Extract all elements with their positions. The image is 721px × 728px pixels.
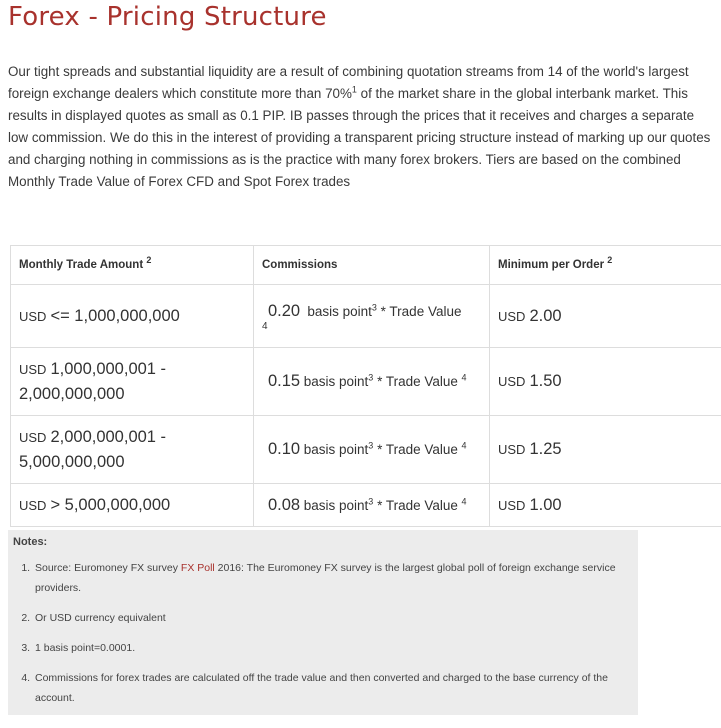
commission-value: 0.10	[268, 440, 301, 458]
minimum-cell	[490, 416, 721, 484]
commission-suffix: * Trade Value	[373, 374, 458, 389]
note-item	[33, 668, 631, 708]
amount-value-line2: 5,000,000,000	[19, 452, 125, 471]
intro-paragraph	[8, 61, 714, 193]
commission-cell	[254, 285, 490, 348]
header-sup: 2	[146, 255, 152, 266]
amount-cell	[11, 348, 254, 416]
amount-currency: USD	[19, 361, 47, 377]
minimum-value: 1.00	[529, 495, 562, 514]
note-item	[33, 638, 631, 658]
minimum-value: 1.25	[529, 440, 562, 458]
commission-cell	[254, 416, 490, 484]
minimum-value: 1.50	[529, 372, 562, 390]
table-row	[11, 484, 721, 527]
commission-sup: 3	[371, 302, 377, 313]
amount-value-line2: 2,000,000,000	[19, 384, 125, 403]
minimum-value: 2.00	[529, 306, 562, 325]
header-sup: 2	[607, 255, 613, 266]
commission-unit: basis point	[303, 374, 369, 389]
amount-value: 2,000,000,001 -	[50, 427, 167, 446]
commission-sup: 3	[368, 372, 374, 383]
commission-cell	[254, 348, 490, 416]
commission-suffix: * Trade Value	[373, 497, 458, 513]
table-row	[11, 348, 721, 416]
intro-text-part1: Our tight spreads and substantial liquidity are a result of combining quotation streams from 14 of the world's largest foreign exchange dealers which constitute more than 70%	[8, 64, 689, 101]
minimum-cell	[490, 348, 721, 416]
minimum-currency: USD	[498, 442, 526, 457]
note-text: 1 basis point=0.0001.	[35, 642, 136, 654]
header-label: Commissions	[262, 259, 338, 271]
header-commissions	[254, 246, 490, 285]
amount-value: <= 1,000,000,000	[50, 306, 180, 325]
pricing-table	[10, 245, 721, 527]
table-row	[11, 416, 721, 484]
note-text: Commissions for forex trades are calculated off the trade value and then converted and charged to the base currency of the account.	[35, 672, 608, 704]
commission-suffix: * Trade Value	[376, 303, 462, 319]
minimum-currency: USD	[498, 497, 526, 513]
intro-text-part2: of the market share in the global interbank market. This results in displayed quotes as small as 0.1 PIP. IB passes through the prices that it receives and charges a separate low commission. We do this in the interest of providing a transparent pricing structure instead of marking up our quotes and charging nothing in commissions as is the practice with many forex brokers. Tiers are based on the combined Monthly Trade Value of Forex CFD and Spot Forex trades	[8, 86, 711, 189]
notes-box	[8, 530, 638, 715]
amount-value: 1,000,000,001 -	[50, 359, 167, 378]
note-text: 2016: The Euromoney FX survey is the largest global poll of foreign exchange service providers.	[35, 562, 616, 594]
notes-list	[8, 558, 631, 708]
amount-currency: USD	[19, 497, 47, 513]
notes-title: Notes:	[13, 536, 48, 548]
note-item	[33, 608, 631, 628]
commission-sup2: 4	[262, 320, 268, 332]
minimum-currency: USD	[498, 374, 526, 389]
commission-sup2: 4	[461, 496, 467, 507]
commission-unit: basis point	[303, 442, 369, 457]
table-header-row	[11, 246, 721, 285]
fx-poll-link[interactable]: FX Poll	[180, 562, 215, 574]
note-item	[33, 558, 631, 598]
commission-value: 0.08	[268, 495, 301, 514]
table-row	[11, 285, 721, 348]
minimum-cell	[490, 285, 721, 348]
header-label: Monthly Trade Amount	[19, 259, 144, 271]
commission-sup: 3	[368, 496, 374, 507]
commission-sup2: 4	[461, 372, 467, 383]
intro-footnote-ref: 1	[351, 84, 357, 95]
header-monthly-trade-amount	[11, 246, 254, 285]
commission-unit: basis point	[307, 303, 372, 319]
commission-sup2: 4	[461, 440, 467, 451]
header-label: Minimum per Order	[498, 259, 605, 271]
minimum-cell	[490, 484, 721, 527]
page-title: Forex - Pricing Structure	[8, 2, 327, 32]
amount-currency: USD	[19, 429, 47, 445]
note-text: Or USD currency equivalent	[35, 612, 166, 624]
commission-cell	[254, 484, 490, 527]
amount-currency: USD	[19, 308, 47, 324]
amount-cell	[11, 484, 254, 527]
amount-cell	[11, 416, 254, 484]
note-text: Source: Euromoney FX survey	[35, 562, 181, 574]
amount-value: > 5,000,000,000	[50, 495, 171, 514]
commission-suffix: * Trade Value	[373, 442, 458, 457]
commission-sup: 3	[368, 440, 374, 451]
commission-value: 0.15	[268, 372, 301, 390]
commission-value: 0.20	[268, 301, 301, 320]
amount-cell	[11, 285, 254, 348]
commission-unit: basis point	[303, 497, 369, 513]
minimum-currency: USD	[498, 308, 526, 324]
header-minimum-per-order	[490, 246, 721, 285]
